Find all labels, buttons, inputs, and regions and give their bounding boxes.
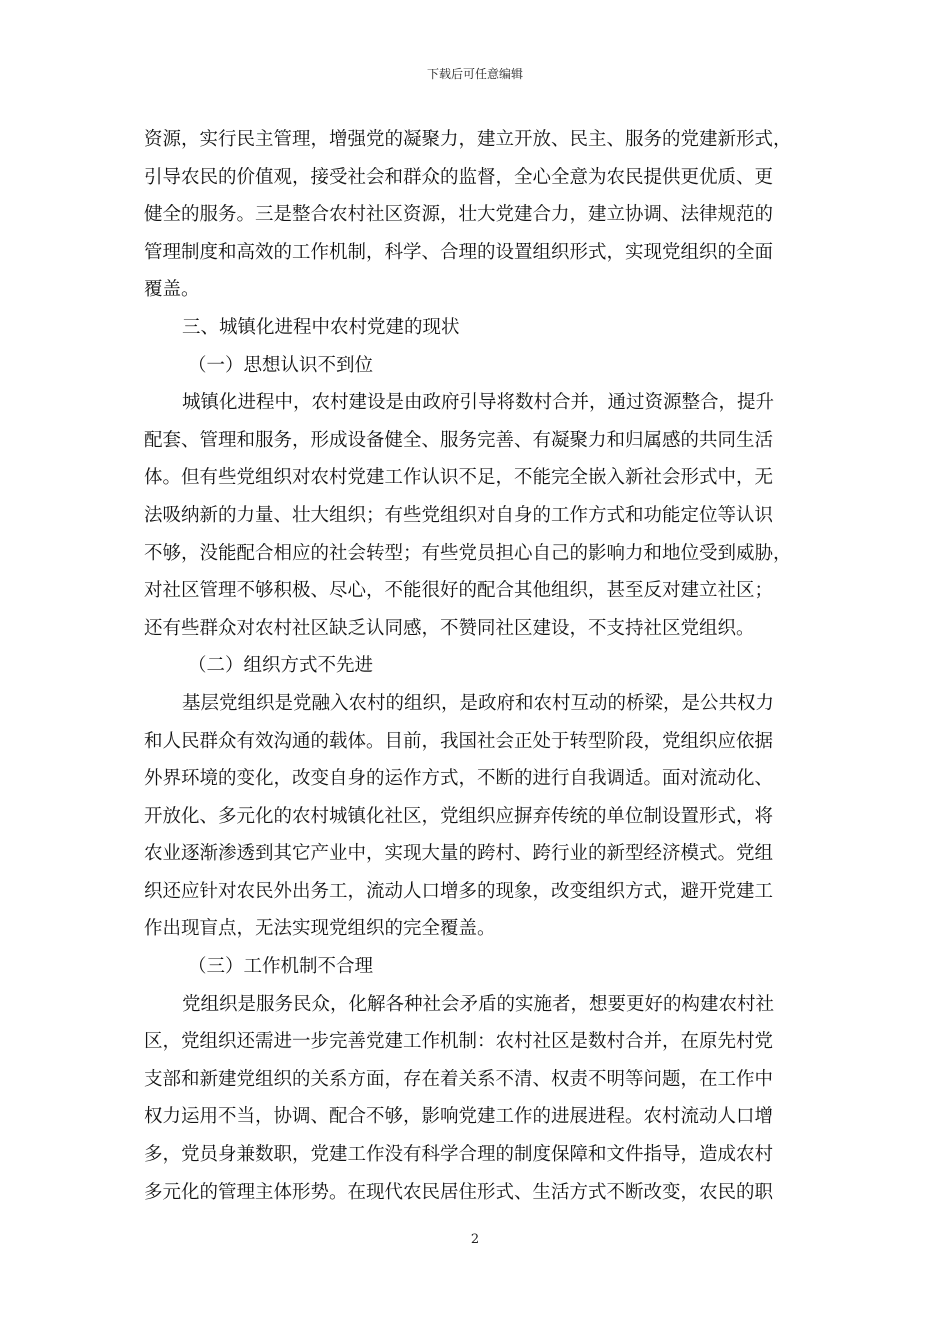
- text-line: 权力运用不当，协调、配合不够，影响党建工作的进展进程。农村流动人口增: [144, 1106, 774, 1128]
- text-line: 法吸纳新的力量、壮大组织；有些党组织对自身的工作方式和功能定位等认识: [144, 504, 774, 526]
- text-line: 体。但有些党组织对农村党建工作认识不足，不能完全嵌入新社会形式中，无: [144, 467, 774, 489]
- text-line: 还有些群众对农村社区缺乏认同感，不赞同社区建设，不支持社区党组织。: [144, 617, 755, 639]
- subsection-heading: （二）组织方式不先进: [188, 655, 374, 677]
- text-line: 外界环境的变化，改变自身的运作方式，不断的进行自我调适。面对流动化、: [144, 768, 774, 790]
- text-line: 引导农民的价值观，接受社会和群众的监督，全心全意为农民提供更优质、更: [144, 166, 774, 188]
- text-line: 支部和新建党组织的关系方面，存在着关系不清、权责不明等问题，在工作中: [144, 1068, 774, 1090]
- text-line: 管理制度和高效的工作机制，科学、合理的设置组织形式，实现党组织的全面: [144, 241, 774, 263]
- text-line: 和人民群众有效沟通的载体。目前，我国社会正处于转型阶段，党组织应依据: [144, 730, 774, 752]
- page-number: 2: [470, 1232, 480, 1247]
- paragraph-first-line: 基层党组织是党融入农村的组织，是政府和农村互动的桥梁，是公共权力: [182, 692, 775, 714]
- text-line: 对社区管理不够积极、尽心，不能很好的配合其他组织，甚至反对建立社区；: [144, 580, 774, 602]
- text-line: 不够，没能配合相应的社会转型；有些党员担心自己的影响力和地位受到威胁，: [144, 542, 792, 564]
- paragraph-first-line: 党组织是服务民众，化解各种社会矛盾的实施者，想要更好的构建农村社: [182, 993, 775, 1015]
- subsection-heading: （三）工作机制不合理: [188, 956, 374, 978]
- document-body: [144, 121, 809, 1211]
- text-line: 作出现盲点，无法实现党组织的完全覆盖。: [144, 918, 496, 940]
- page-header: 下载后可任意编辑: [426, 67, 523, 81]
- text-line: 覆盖。: [144, 279, 200, 301]
- text-line: 多元化的管理主体形势。在现代农民居住形式、生活方式不断改变，农民的职: [144, 1181, 774, 1203]
- text-line: 资源，实行民主管理，增强党的凝聚力，建立开放、民主、服务的党建新形式，: [144, 129, 792, 150]
- text-line: 区，党组织还需进一步完善党建工作机制：农村社区是数村合并，在原先村党: [144, 1031, 774, 1053]
- text-line: 织还应针对农民外出务工，流动人口增多的现象，改变组织方式，避开党建工: [144, 880, 774, 902]
- text-line: 健全的服务。三是整合农村社区资源，壮大党建合力，建立协调、法律规范的: [144, 204, 774, 226]
- section-heading: 三、城镇化进程中农村党建的现状: [182, 316, 460, 338]
- paragraph-first-line: 城镇化进程中，农村建设是由政府引导将数村合并，通过资源整合，提升: [182, 392, 775, 414]
- text-line: 农业逐渐渗透到其它产业中，实现大量的跨村、跨行业的新型经济模式。党组: [144, 843, 774, 865]
- text-line: 多，党员身兼数职，党建工作没有科学合理的制度保障和文件指导，造成农村: [144, 1144, 774, 1166]
- subsection-heading: （一）思想认识不到位: [188, 354, 374, 376]
- text-line: 开放化、多元化的农村城镇化社区，党组织应摒弃传统的单位制设置形式，将: [144, 805, 774, 827]
- text-line: 配套、管理和服务，形成设备健全、服务完善、有凝聚力和归属感的共同生活: [144, 429, 774, 451]
